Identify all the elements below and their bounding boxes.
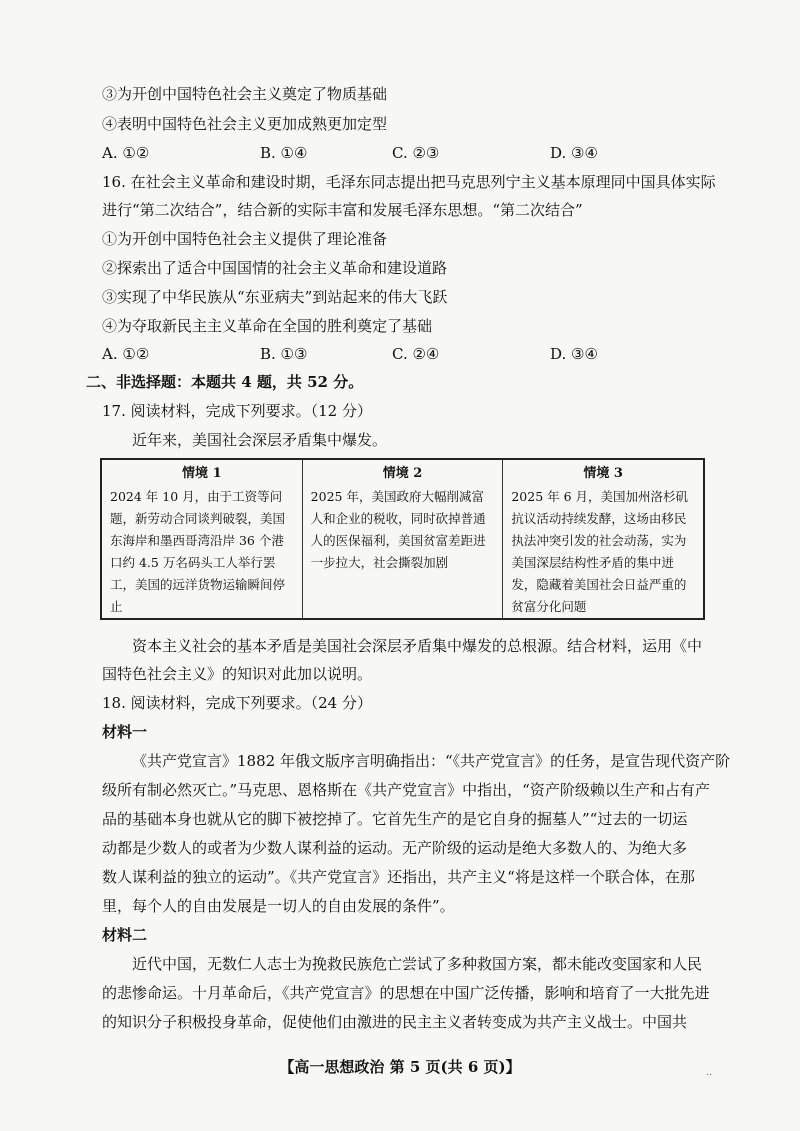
context-column-2	[303, 460, 504, 618]
context-3-title: 情境 3	[583, 466, 623, 481]
context-1-title: 情境 1	[182, 466, 222, 481]
q15-option-a: A. ①②	[102, 144, 150, 162]
q17-intro: 近年来，美国社会深层矛盾集中爆发。	[132, 431, 388, 449]
material-2-title: 材料二	[102, 926, 148, 944]
page-footer: 【高一思想政治 第 5 页(共 6 页)】	[279, 1058, 521, 1076]
q17-requirement-line1: 资本主义社会的基本矛盾是美国社会深层矛盾集中爆发的总根源。结合材料，运用《中	[132, 637, 703, 655]
q16-option-d: D. ③④	[550, 345, 598, 363]
material-1-line: 里，每个人的自由发展是一切人的自由发展的条件”。	[102, 897, 455, 915]
context-table	[100, 458, 705, 620]
section-heading: 二、非选择题：本题共 4 题，共 52 分。	[86, 373, 364, 391]
q15-option-c: C. ②③	[392, 144, 440, 162]
material-1-title: 材料一	[102, 723, 148, 741]
q18-stem: 18. 阅读材料，完成下列要求。（24 分）	[102, 694, 372, 712]
material-1-line: 数人谋利益的独立的运动”。《共产党宣言》还指出，共产主义“将是这样一个联合体，在那	[102, 868, 695, 886]
q16-item-1: ①为开创中国特色社会主义提供了理论准备	[102, 230, 388, 248]
context-2-title: 情境 2	[382, 466, 423, 481]
q15-item-3: ③为开创中国特色社会主义奠定了物质基础	[102, 85, 388, 103]
context-column-1	[102, 460, 303, 618]
q16-option-c: C. ②④	[392, 345, 440, 363]
context-1-text: 2024 年 10 月，由于工资等问题，新劳动合同谈判破裂，美国东海岸和墨西哥湾沿岸 36 个港口约 4.5 万名码头工人举行罢工，美国的远洋货物运输瞬间停止	[110, 489, 286, 614]
q15-option-d: D. ③④	[550, 144, 598, 162]
material-1-line: 品的基础本身也就从它的脚下被挖掉了。它首先生产的是它自身的掘墓人”“过去的一切运	[102, 810, 688, 828]
q16-option-a: A. ①②	[102, 345, 150, 363]
material-1-line: 动都是少数人的或者为少数人谋利益的运动。无产阶级的运动是绝大多数人的、为绝大多	[102, 839, 688, 857]
footer-dots: ..	[706, 1067, 713, 1078]
q16-stem-line1: 16. 在社会主义革命和建设时期，毛泽东同志提出把马克思列宁主义基本原理同中国具体实际	[102, 173, 716, 191]
material-2-line: 的悲惨命运。十月革命后，《共产党宣言》的思想在中国广泛传播，影响和培育了一大批先进	[102, 984, 710, 1002]
q16-item-2: ②探索出了适合中国国情的社会主义革命和建设道路	[102, 259, 448, 277]
material-1-line: 《共产党宣言》1882 年俄文版序言明确指出：“《共产党宣言》的任务，是宣告现代资产阶	[132, 752, 731, 770]
context-2-text: 2025 年，美国政府大幅削减富人和企业的税收，同时砍掉普通人的医保福利，美国贫富差距进一步拉大，社会撕裂加剧	[310, 489, 486, 570]
q16-stem-line2: 进行“第二次结合”，结合新的实际丰富和发展毛泽东思想。“第二次结合”	[102, 201, 583, 219]
material-2-line: 近代中国，无数仁人志士为挽救民族危亡尝试了多种救国方案，都未能改变国家和人民	[132, 955, 703, 973]
q15-item-4: ④表明中国特色社会主义更加成熟更加定型	[102, 115, 388, 133]
q17-stem: 17. 阅读材料，完成下列要求。（12 分）	[102, 402, 372, 420]
q16-item-3: ③实现了中华民族从“东亚病夫”到站起来的伟大飞跃	[102, 288, 448, 306]
material-2-line: 的知识分子积极投身革命，促使他们由激进的民主主义者转变成为共产主义战士。中国共	[102, 1013, 688, 1031]
q16-item-4: ④为夺取新民主主义革命在全国的胜利奠定了基础	[102, 317, 433, 335]
context-column-3	[503, 460, 703, 618]
q16-option-b: B. ①③	[260, 345, 308, 363]
material-1-line: 级所有制必然灭亡。”马克思、恩格斯在《共产党宣言》中指出，“资产阶级赖以生产和占有产	[102, 781, 710, 799]
q17-requirement-line2: 国特色社会主义》的知识对此加以说明。	[102, 665, 373, 683]
context-3-text: 2025 年 6 月，美国加州洛杉矶抗议活动持续发酵，这场由移民执法冲突引发的社会动荡，实为美国深层结构性矛盾的集中迸发，隐藏着美国社会日益严重的贫富分化问题	[511, 489, 689, 614]
q15-option-b: B. ①④	[260, 144, 308, 162]
